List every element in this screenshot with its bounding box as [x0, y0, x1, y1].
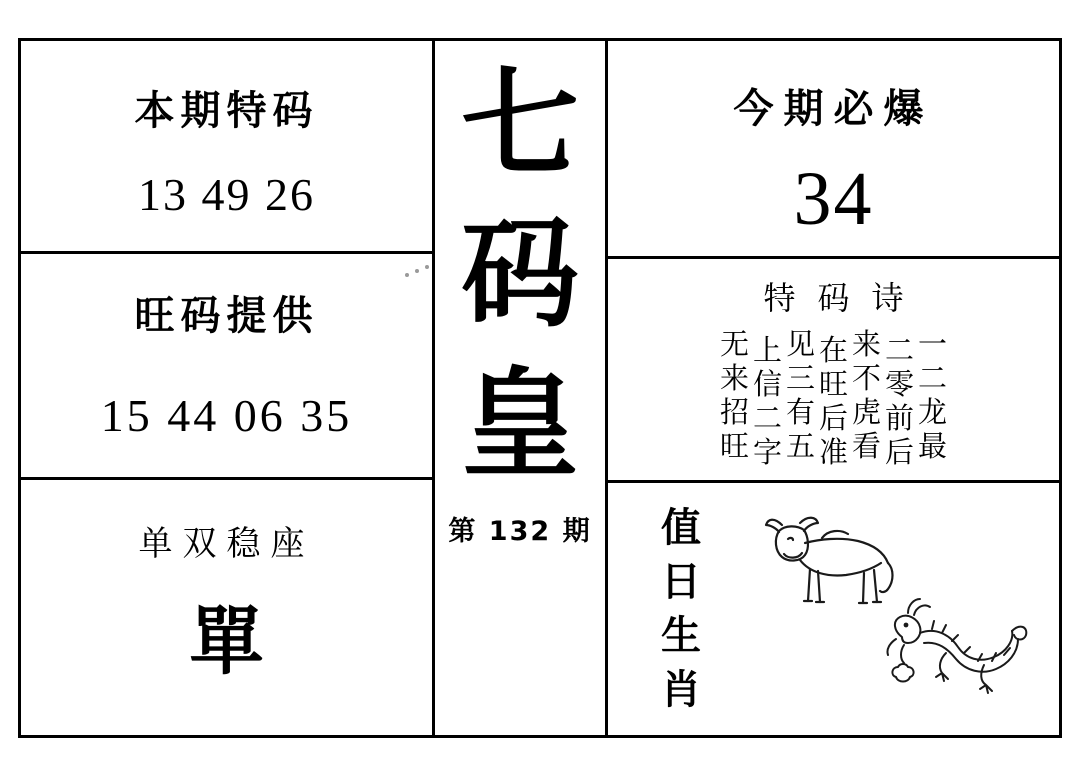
poem-char: 无	[719, 327, 749, 361]
poem-char: 上	[752, 333, 782, 367]
zodiac-label-char-4: 肖	[661, 666, 701, 713]
poem-char: 零	[885, 367, 915, 401]
odd-even-panel	[21, 480, 432, 735]
poem-char: 二	[885, 333, 915, 367]
scan-speck	[405, 273, 409, 277]
poem-char: 在	[819, 333, 849, 367]
must-hit-number: 34	[793, 157, 874, 241]
poem-column	[852, 327, 881, 469]
poem-char: 龙	[918, 395, 948, 429]
poem-char: 后	[819, 401, 849, 435]
right-column	[608, 41, 1059, 735]
poem-column	[918, 327, 947, 469]
poem-column	[720, 327, 749, 469]
must-hit-panel	[608, 41, 1059, 259]
poem-char: 字	[752, 435, 782, 469]
zodiac-label-char-2: 日	[661, 558, 701, 605]
poem-char: 来	[719, 361, 749, 395]
poster-frame	[18, 38, 1062, 738]
poem-char: 看	[852, 429, 882, 463]
poem-char: 旺	[719, 429, 749, 463]
special-code-panel	[21, 41, 432, 254]
issue-number: 第 132 期	[448, 516, 592, 547]
special-code-heading: 本期特码	[134, 88, 319, 134]
poem-char: 信	[752, 367, 782, 401]
poem-char: 虎	[852, 395, 882, 429]
poem-char: 准	[819, 435, 849, 469]
brand-title	[435, 49, 605, 499]
poem-panel	[608, 259, 1059, 483]
brand-title-char-1: 七	[460, 54, 579, 193]
zodiac-label-char-1: 值	[661, 504, 701, 551]
center-title-column	[435, 41, 605, 735]
poem-char: 一	[918, 327, 948, 361]
special-code-numbers: 13 49 26	[138, 169, 315, 220]
zodiac-label	[646, 501, 716, 717]
poem-char: 前	[885, 401, 915, 435]
poem-char: 不	[852, 361, 882, 395]
zodiac-label-char-3: 生	[661, 612, 701, 659]
hot-code-heading: 旺码提供	[134, 293, 319, 339]
poem-char: 五	[785, 429, 815, 463]
poem-char: 后	[885, 435, 915, 469]
poem-column	[786, 327, 815, 469]
poem-char: 最	[918, 429, 948, 463]
poem-grid	[608, 327, 1059, 469]
poem-char: 有	[785, 395, 815, 429]
poem-column	[819, 333, 848, 469]
hot-code-numbers: 15 44 06 35	[100, 390, 353, 441]
hot-code-panel	[21, 254, 432, 480]
brand-title-char-2: 码	[460, 204, 579, 343]
zodiac-panel	[608, 483, 1059, 735]
poem-title: 特码诗	[763, 279, 926, 317]
must-hit-heading: 今期必爆	[733, 86, 934, 132]
poem-char: 二	[918, 361, 948, 395]
poem-char: 见	[785, 327, 815, 361]
odd-even-heading: 单双稳座	[138, 524, 315, 564]
poem-char: 来	[852, 327, 882, 361]
poem-char: 招	[719, 395, 749, 429]
poem-char: 旺	[819, 367, 849, 401]
scan-speck	[415, 269, 419, 273]
odd-even-result: 單	[189, 599, 264, 685]
poem-char: 二	[752, 401, 782, 435]
left-column	[21, 41, 432, 735]
poem-column	[885, 333, 914, 469]
dragon-icon	[880, 593, 1030, 703]
poem-column	[753, 333, 782, 469]
brand-title-char-3: 皇	[460, 354, 579, 493]
scan-speck	[425, 265, 429, 269]
poem-char: 三	[785, 361, 815, 395]
